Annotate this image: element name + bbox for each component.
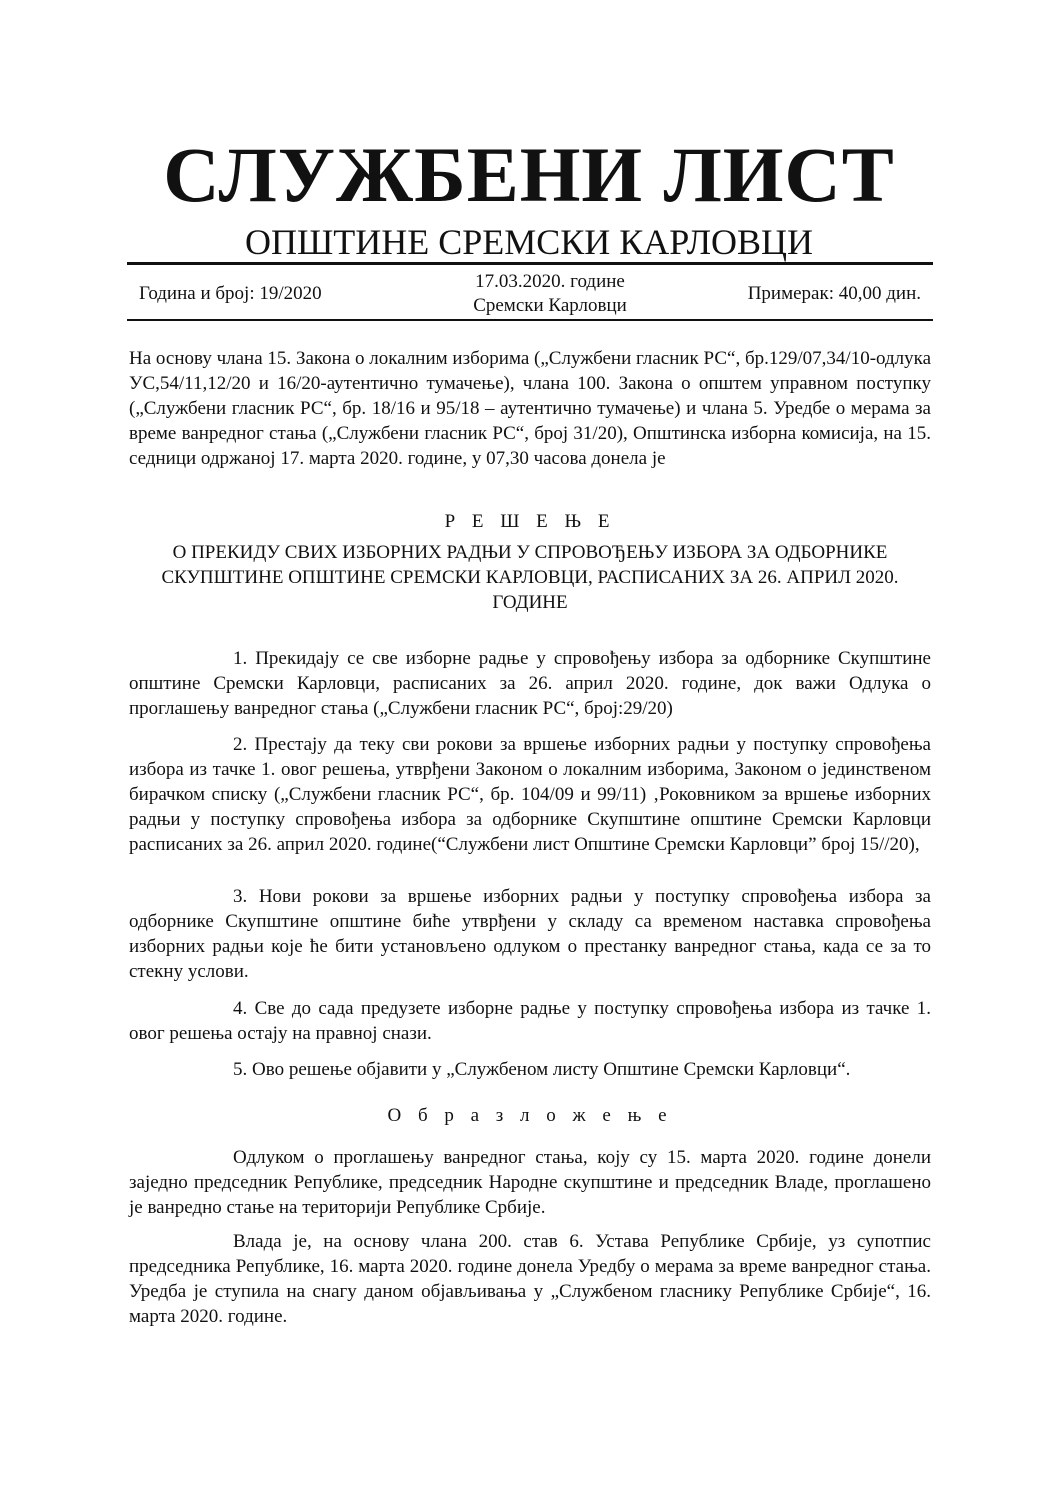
decision-item-2: 2. Престају да теку сви рокови за вршење изборних радњи у поступку спровођења избора из тачке 1. овог решења, утврђени Законом о локалним изборима, Законом о јединственом бирачком списку („Службени гласник РС“, бр. 104/09 и 99/11) ‚Роковником за вршење изборних радњи у поступку спровођења избора за одборнике Скупштине општине Сремски Карловци расписаних за 26. април 2020. године(“Службени лист Општине Сремски Карловци” број 15//20),: [129, 734, 931, 855]
decision-item-4: 4. Све до сада предузете изборне радње у поступку спровођења избора из тачке 1. овог решења остају на правној снази.: [129, 998, 931, 1044]
masthead-title: СЛУЖБЕНИ ЛИСТ: [163, 131, 895, 218]
preamble-paragraph: На основу члана 15. Закона о локалним изборима („Службени гласник РС“, бр.129/07,34/10-одлука УС,54/11,12/20 и 16/20-аутентично тумачење), члана 100. Закона о општем управном поступку („Службени гласник РС“, бр. 18/16 и 95/18 – аутентично тумачење) и члана 5. Уредбе о мерама за време ванредног стања („Службени гласник РС“, број 31/20), Општинска изборна комисија, на 15. седници одржаној 17. марта 2020. године, у 07,30 часова донела је: [129, 348, 931, 469]
masthead-subtitle: ОПШТИНЕ СРЕМСКИ КАРЛОВЦИ: [244, 222, 814, 262]
issue-date: 17.03.2020. године: [475, 271, 625, 292]
issue-place: Сремски Карловци: [473, 295, 627, 316]
reasoning-paragraph-1: Одлуком о проглашењу ванредног стања, коју су 15. марта 2020. године донели заједно председник Републике, председник Народне скупштине и председник Владе, проглашено је ванредно стање на територији Републике Србије.: [129, 1147, 931, 1218]
decision-item-3: 3. Нови рокови за вршење изборних радњи у поступку спровођења избора за одборнике Скупштине општине биће утврђени у складу са временом наставка спровођења изборних радњи које ће бити установљено одлуком о престанку ванредног стања, када се за то стекну услови.: [129, 886, 931, 982]
decision-heading: Р Е Ш Е Њ Е: [444, 511, 616, 532]
decision-item-5: 5. Ово решење објавити у „Службеном листу Општине Сремски Карловци“.: [233, 1059, 851, 1080]
decision-title: О ПРЕКИДУ СВИХ ИЗБОРНИХ РАДЊИ У СПРОВОЂЕЊУ ИЗБОРА ЗА ОДБОРНИКЕ СКУПШТИНЕ ОПШТИНЕ СРЕМСКИ КАРЛОВЦИ, РАСПИСАНИХ ЗА 26. АПРИЛ 2020. ГОДИНЕ: [161, 542, 899, 613]
header-rule-top: [127, 262, 933, 265]
issue-date-place: [430, 270, 670, 318]
reasoning-paragraph-2: Влада је, на основу члана 200. став 6. Устава Републике Србије, уз супотпис председника Републике, 16. марта 2020. године донела Уредбу о мерама за време ванредног стања. Уредба је ступила на снагу даном објављивања у „Службеном гласнику Републике Србије“, 16. марта 2020. године.: [129, 1231, 931, 1327]
reasoning-heading: О б р а з л о ж е њ е: [387, 1105, 673, 1126]
decision-item-1: 1. Прекидају се све изборне радње у спровођењу избора за одборнике Скупштине општине Сремски Карловци, расписаних за 26. април 2020. године, док важи Одлука о проглашењу ванредног стања („Службени гласник РС“, број:29/20): [129, 648, 931, 719]
issue-number: Година и број: 19/2020: [139, 283, 322, 304]
header-rule-bottom: [127, 319, 933, 321]
issue-price: Примерак: 40,00 дин.: [747, 283, 921, 304]
